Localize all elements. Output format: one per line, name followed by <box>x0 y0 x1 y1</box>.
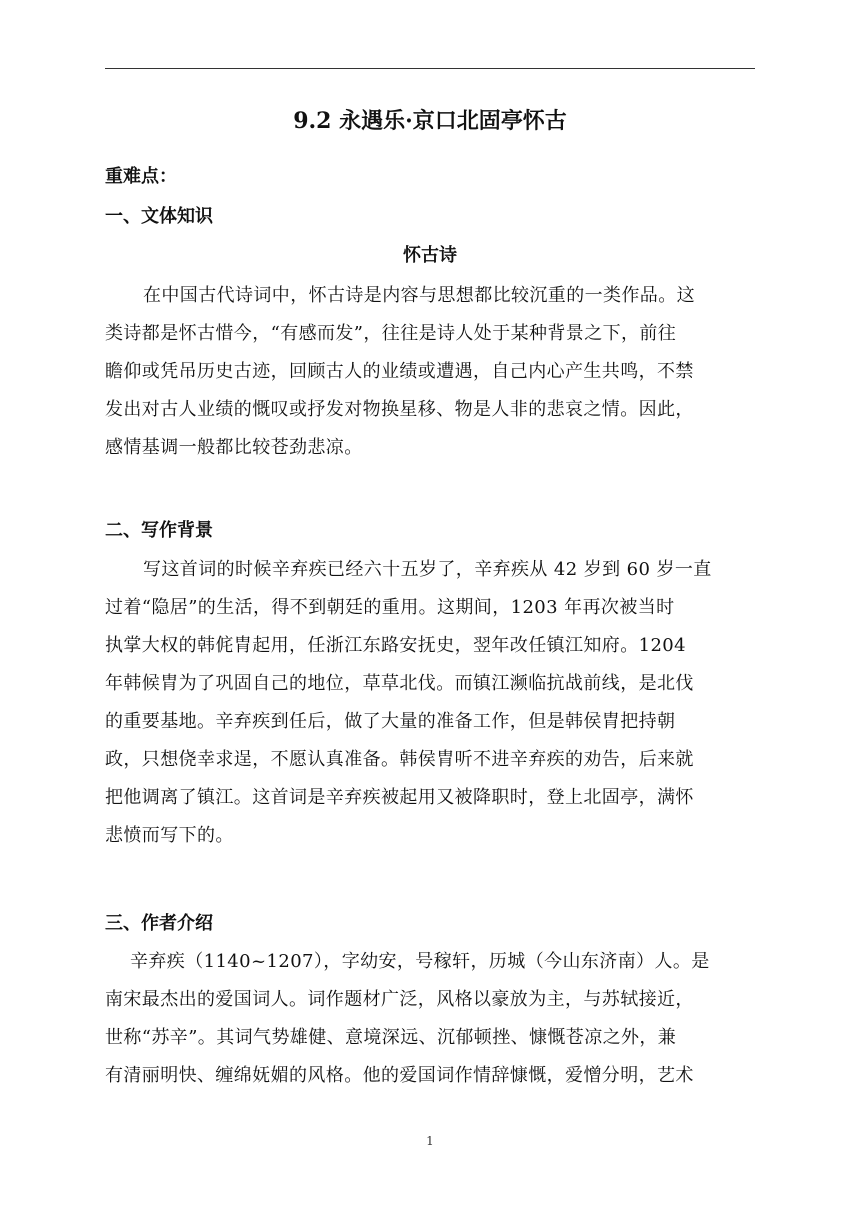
paragraph-line: 在中国古代诗词中，怀古诗是内容与思想都比较沉重的一类作品。这 <box>143 285 695 306</box>
paragraph-line: 悲愤而写下的。 <box>105 825 234 846</box>
paragraph-line: 南宋最杰出的爱国词人。词作题材广泛，风格以豪放为主，与苏轼接近， <box>105 989 694 1010</box>
paragraph-line: 把他调离了镇江。这首词是辛弃疾被起用又被降职时，登上北固亭，满怀 <box>105 787 694 808</box>
section-heading-background: 二、写作背景 <box>105 520 213 541</box>
paragraph-line: 执掌大权的韩侂胄起用，任浙江东路安抚史，翌年改任镇江知府。1204 <box>105 635 687 656</box>
paragraph-line: 类诗都是怀古惜今，“有感而发”，往往是诗人处于某种背景之下，前往 <box>105 323 677 344</box>
header-rule <box>105 68 755 69</box>
paragraph-line: 年韩候胄为了巩固自己的地位，草草北伐。而镇江濒临抗战前线，是北伐 <box>105 673 694 694</box>
paragraph-line: 世称“苏辛”。其词气势雄健、意境深远、沉郁顿挫、慷慨苍凉之外，兼 <box>105 1027 677 1048</box>
page-number: 1 <box>426 1134 434 1148</box>
key-points-label: 重难点： <box>105 166 177 187</box>
paragraph-line: 发出对古人业绩的慨叹或抒发对物换星移、物是人非的悲哀之情。因此， <box>105 399 694 420</box>
section-heading-author: 三、作者介绍 <box>105 913 213 934</box>
paragraph-line: 写这首词的时候辛弃疾已经六十五岁了，辛弃疾从 42 岁到 60 岁一直 <box>143 559 712 580</box>
paragraph-line: 感情基调一般都比较苍劲悲凉。 <box>105 437 363 458</box>
section-subheading-huaigushi: 怀古诗 <box>403 245 457 266</box>
paragraph-line: 的重要基地。辛弃疾到任后，做了大量的准备工作，但是韩侯胄把持朝 <box>105 711 676 732</box>
paragraph-line: 瞻仰或凭吊历史古迹，回顾古人的业绩或遭遇，自己内心产生共鸣，不禁 <box>105 361 694 382</box>
paragraph-line: 过着“隐居”的生活，得不到朝廷的重用。这期间，1203 年再次被当时 <box>105 597 675 618</box>
paragraph-line: 辛弃疾（1140~1207），字幼安，号稼轩，历城（今山东济南）人。是 <box>130 951 710 972</box>
paragraph-line: 政，只想侥幸求逞，不愿认真准备。韩侯胄听不进辛弃疾的劝告，后来就 <box>105 749 694 770</box>
paragraph-line: 有清丽明快、缠绵妩媚的风格。他的爱国词作情辞慷慨，爱憎分明，艺术 <box>105 1065 694 1086</box>
document-title: 9.2 永遇乐·京口北固亭怀古 <box>293 108 567 134</box>
section-heading-genre: 一、文体知识 <box>105 206 213 227</box>
